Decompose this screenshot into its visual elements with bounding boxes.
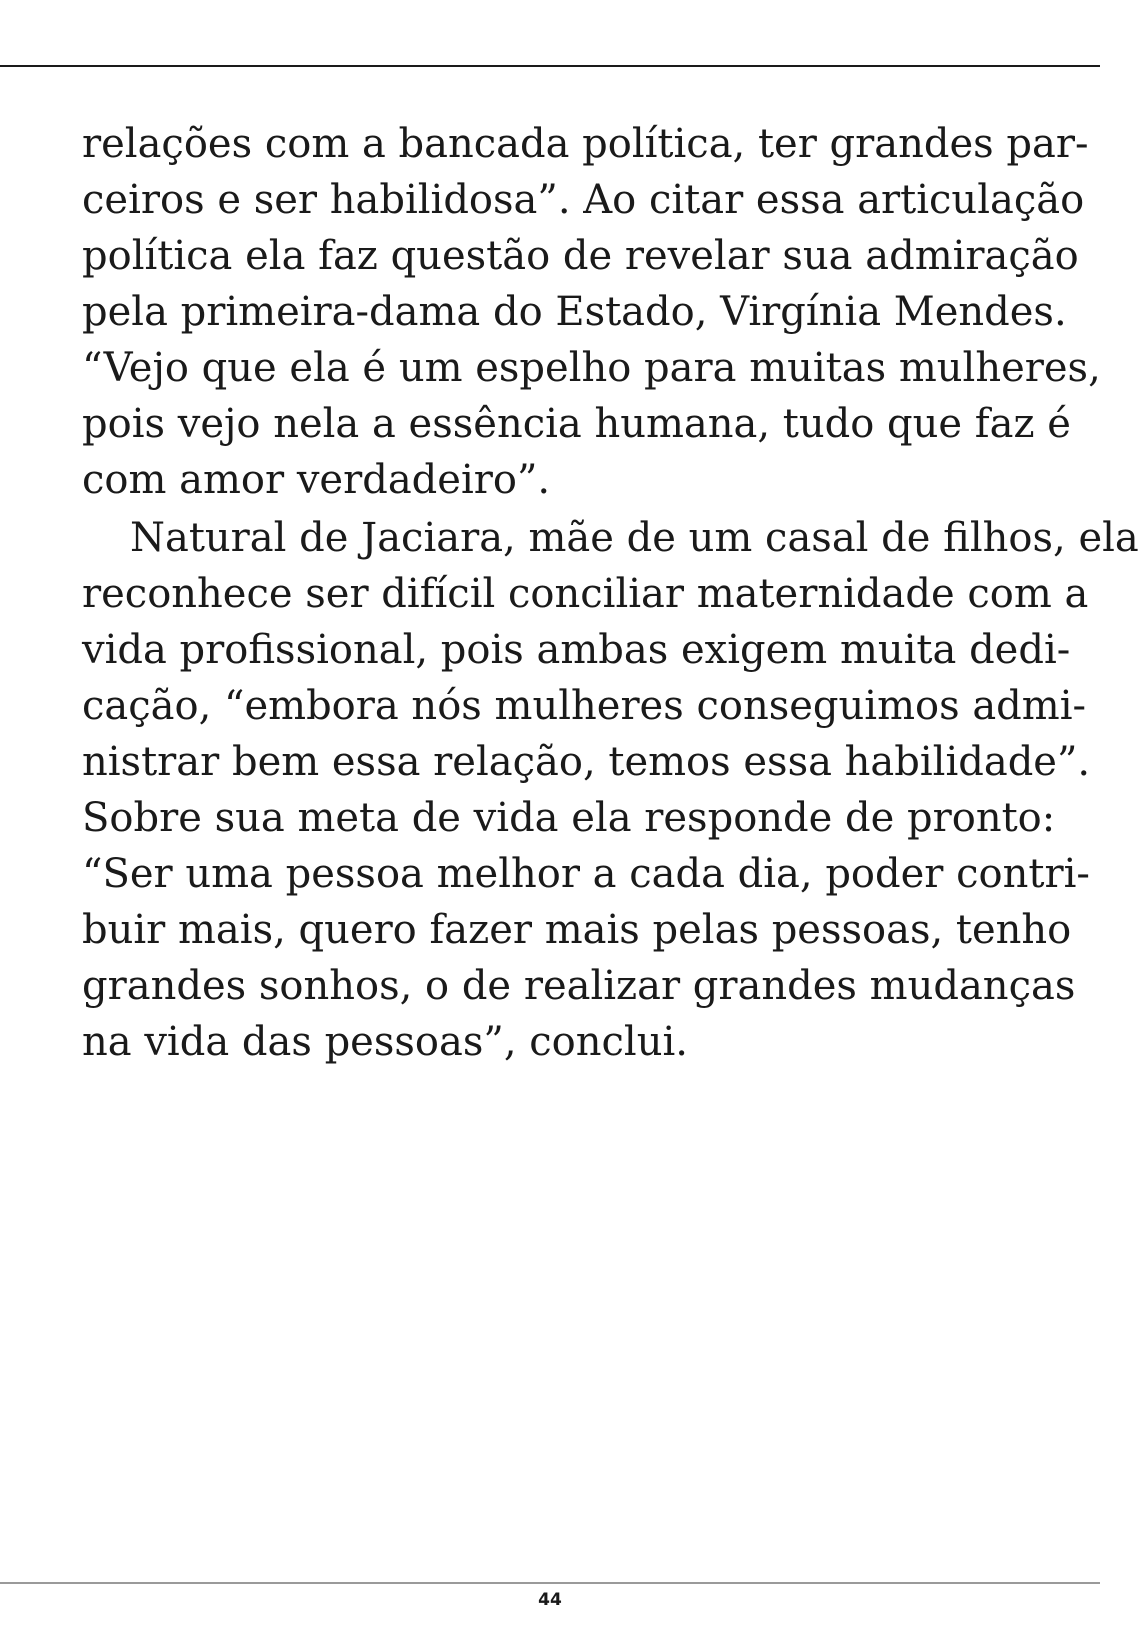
paragraph-line: pela primeira-dama do Estado, Virgínia Mendes.	[82, 289, 1067, 335]
paragraph-line: ceiros e ser habilidosa”. Ao citar essa articulação	[82, 177, 1085, 223]
paragraph-line: grandes sonhos, o de realizar grandes mudanças	[82, 963, 1076, 1009]
paragraph-1	[82, 116, 1101, 508]
paragraph-2	[82, 510, 1139, 1070]
footer-rule	[0, 1582, 1100, 1584]
paragraph-line: nistrar bem essa relação, temos essa habilidade”.	[82, 739, 1091, 785]
body-text	[82, 116, 1139, 1070]
paragraph-line: relações com a bancada política, ter grandes par-	[82, 121, 1089, 167]
paragraph-line: com amor verdadeiro”.	[82, 457, 551, 503]
paragraph-line: buir mais, quero fazer mais pelas pessoas, tenho	[82, 907, 1072, 953]
page-number: 44	[538, 1590, 562, 1610]
paragraph-line: “Vejo que ela é um espelho para muitas mulheres,	[82, 345, 1101, 391]
paragraph-line: pois vejo nela a essência humana, tudo que faz é	[82, 401, 1071, 447]
paragraph-line: cação, “embora nós mulheres conseguimos admi-	[82, 683, 1087, 729]
paragraph-line: reconhece ser difícil conciliar maternidade com a	[82, 571, 1089, 617]
header-rule	[0, 65, 1100, 67]
paragraph-line: vida profissional, pois ambas exigem muita dedi-	[82, 627, 1071, 673]
paragraph-line: política ela faz questão de revelar sua admiração	[82, 233, 1079, 279]
paragraph-line: “Ser uma pessoa melhor a cada dia, poder contri-	[82, 851, 1090, 897]
paragraph-line: Natural de Jaciara, mãe de um casal de filhos, ela	[130, 515, 1139, 561]
paragraph-line: Sobre sua meta de vida ela responde de pronto:	[82, 795, 1056, 841]
paragraph-line: na vida das pessoas”, conclui.	[82, 1019, 688, 1065]
